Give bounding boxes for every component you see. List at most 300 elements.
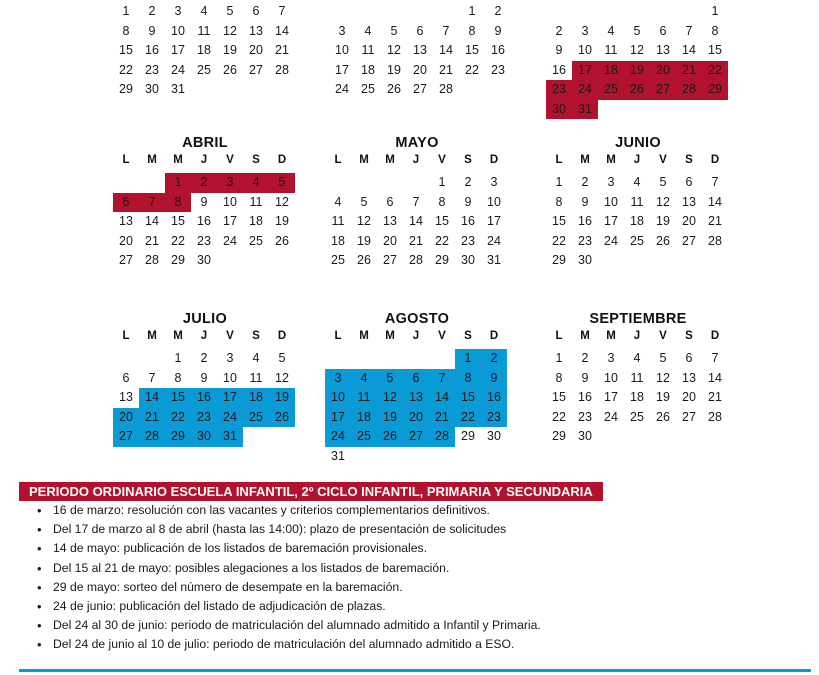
- day-cell: 20: [113, 408, 139, 428]
- day-cell: 18: [197, 43, 211, 57]
- day-cell: 20: [682, 214, 696, 228]
- day-cell: 2: [191, 173, 217, 193]
- day-cell: 4: [633, 351, 641, 365]
- day-cell: 1: [455, 349, 481, 369]
- day-cell: 1: [555, 351, 563, 365]
- day-cell: 19: [656, 214, 670, 228]
- day-cell: 8: [555, 194, 563, 209]
- day-cell: 11: [351, 388, 377, 408]
- day-cell: 9: [464, 194, 472, 209]
- day-cell: 18: [630, 214, 644, 228]
- day-cell: 13: [119, 214, 133, 228]
- day-cell: 2: [494, 4, 502, 18]
- day-cell: 7: [412, 194, 420, 209]
- day-cell: 15: [552, 390, 566, 404]
- day-cell: 10: [223, 194, 237, 209]
- day-cell: 28: [145, 253, 159, 267]
- weekday-header: D: [489, 330, 499, 342]
- day-cell: 18: [249, 214, 263, 228]
- day-cell: 15: [119, 43, 133, 57]
- day-cell: 27: [119, 253, 133, 267]
- day-cell: 3: [217, 173, 243, 193]
- day-cell: 21: [439, 62, 453, 77]
- weekday-header: S: [464, 154, 472, 166]
- day-cell: 30: [191, 427, 217, 447]
- day-cell: 20: [119, 233, 133, 248]
- day-cell: 26: [223, 62, 237, 77]
- day-cell: 30: [578, 253, 592, 267]
- day-cell: 6: [122, 370, 130, 385]
- day-cell: 1: [174, 351, 182, 365]
- weekday-header: M: [606, 154, 616, 166]
- day-cell: 16: [578, 214, 592, 228]
- day-cell: 17: [487, 214, 501, 228]
- day-cell: 9: [481, 369, 507, 389]
- day-cell: 27: [113, 427, 139, 447]
- day-cell: 2: [581, 175, 589, 189]
- weekday-header: L: [555, 154, 563, 166]
- day-cell: 19: [275, 214, 289, 228]
- day-cell: 22: [465, 62, 479, 77]
- day-cell: 14: [145, 214, 159, 228]
- day-cell: 12: [275, 370, 289, 385]
- day-cell: 5: [360, 194, 368, 209]
- day-cell: 19: [357, 233, 371, 248]
- day-cell: 13: [656, 43, 670, 57]
- day-cell: 14: [708, 370, 722, 385]
- day-cell: 10: [223, 370, 237, 385]
- day-cell: 17: [171, 43, 185, 57]
- day-cell: 3: [174, 4, 182, 18]
- list-item: • Del 15 al 21 de mayo: posibles alegaciones a los listados de baremación.: [37, 559, 541, 578]
- day-cell: 2: [555, 23, 563, 38]
- day-cell: 25: [243, 408, 269, 428]
- day-cell: 10: [487, 194, 501, 209]
- day-cell: 6: [252, 4, 260, 18]
- day-cell: 7: [429, 369, 455, 389]
- day-cell: 7: [711, 175, 719, 189]
- day-cell: 8: [165, 193, 191, 213]
- weekday-header: L: [122, 330, 130, 342]
- day-cell: 11: [604, 43, 618, 57]
- day-cell: 24: [572, 80, 598, 100]
- day-cell: 8: [555, 370, 563, 385]
- day-cell: 11: [630, 370, 644, 385]
- day-cell: 1: [165, 173, 191, 193]
- day-cell: 30: [487, 429, 501, 443]
- day-cell: 4: [252, 351, 260, 365]
- day-cell: 21: [708, 390, 722, 404]
- day-cell: 6: [685, 351, 693, 365]
- day-cell: 4: [633, 175, 641, 189]
- weekday-header: L: [334, 154, 342, 166]
- day-cell: 20: [650, 61, 676, 81]
- day-cell: 27: [383, 253, 397, 267]
- day-cell: 15: [465, 43, 479, 57]
- day-cell: 26: [656, 409, 670, 424]
- day-cell: 5: [390, 23, 398, 38]
- list-item: • 16 de marzo: resolución con las vacantes y criterios complementarios definitivos.: [37, 501, 541, 520]
- day-cell: 29: [461, 429, 475, 443]
- weekday-header: J: [412, 330, 420, 342]
- day-cell: 6: [416, 23, 424, 38]
- day-cell: 14: [682, 43, 696, 57]
- day-cell: 22: [552, 233, 566, 248]
- day-cell: 21: [145, 233, 159, 248]
- day-cell: 7: [278, 4, 286, 18]
- weekday-header: L: [555, 330, 563, 342]
- day-cell: 25: [361, 82, 375, 96]
- day-cell: 18: [630, 390, 644, 404]
- day-cell: 4: [364, 23, 372, 38]
- day-cell: 10: [604, 370, 618, 385]
- day-cell: 5: [659, 175, 667, 189]
- day-cell: 20: [383, 233, 397, 248]
- day-cell: 15: [552, 214, 566, 228]
- day-cell: 9: [148, 23, 156, 38]
- day-cell: 27: [403, 427, 429, 447]
- day-cell: 12: [275, 194, 289, 209]
- day-cell: 28: [139, 427, 165, 447]
- day-cell: 23: [145, 62, 159, 77]
- day-cell: 12: [630, 43, 644, 57]
- day-cell: 12: [656, 370, 670, 385]
- day-cell: 1: [122, 4, 130, 18]
- day-cell: 10: [604, 194, 618, 209]
- day-cell: 27: [682, 409, 696, 424]
- day-cell: 21: [676, 61, 702, 81]
- day-cell: 21: [275, 43, 289, 57]
- day-cell: 19: [656, 390, 670, 404]
- weekday-header: J: [200, 154, 208, 166]
- day-cell: 22: [165, 408, 191, 428]
- day-cell: 28: [429, 427, 455, 447]
- day-cell: 28: [708, 409, 722, 424]
- day-cell: 17: [604, 390, 618, 404]
- day-cell: 10: [335, 43, 349, 57]
- day-cell: 25: [598, 80, 624, 100]
- day-cell: 14: [409, 214, 423, 228]
- day-cell: 16: [461, 214, 475, 228]
- day-cell: 4: [334, 194, 342, 209]
- day-cell: 6: [685, 175, 693, 189]
- day-cell: 28: [275, 62, 289, 77]
- day-cell: 26: [387, 82, 401, 96]
- day-cell: 21: [708, 214, 722, 228]
- day-cell: 25: [249, 233, 263, 248]
- weekday-header: M: [173, 330, 183, 342]
- day-cell: 9: [200, 194, 208, 209]
- month-title: SEPTIEMBRE: [589, 311, 687, 327]
- weekday-header: V: [659, 330, 667, 342]
- day-cell: 28: [409, 253, 423, 267]
- weekday-header: V: [438, 330, 446, 342]
- weekday-header: M: [147, 330, 157, 342]
- day-cell: 30: [461, 253, 475, 267]
- list-item: • Del 17 de marzo al 8 de abril (hasta las 14:00): plazo de presentación de solicitudes: [37, 520, 541, 539]
- day-cell: 22: [552, 409, 566, 424]
- day-cell: 29: [165, 427, 191, 447]
- day-cell: 28: [439, 82, 453, 96]
- day-cell: 26: [377, 427, 403, 447]
- month-title: JUNIO: [615, 135, 661, 151]
- day-cell: 21: [409, 233, 423, 248]
- weekday-header: M: [606, 330, 616, 342]
- day-cell: 13: [682, 194, 696, 209]
- day-cell: 13: [403, 388, 429, 408]
- weekday-header: S: [252, 330, 260, 342]
- day-cell: 15: [455, 388, 481, 408]
- day-cell: 31: [171, 82, 185, 96]
- day-cell: 14: [139, 388, 165, 408]
- day-cell: 29: [171, 253, 185, 267]
- day-cell: 3: [338, 23, 346, 38]
- day-cell: 10: [578, 43, 592, 57]
- day-cell: 30: [197, 253, 211, 267]
- day-cell: 24: [217, 408, 243, 428]
- weekday-header: M: [147, 154, 157, 166]
- day-cell: 3: [607, 175, 615, 189]
- day-cell: 8: [122, 23, 130, 38]
- weekday-header: M: [173, 154, 183, 166]
- day-cell: 17: [325, 408, 351, 428]
- day-cell: 9: [494, 23, 502, 38]
- day-cell: 8: [455, 369, 481, 389]
- month-title: JULIO: [182, 311, 228, 327]
- day-cell: 31: [331, 448, 345, 463]
- day-cell: 29: [552, 429, 566, 443]
- weekday-header: V: [659, 154, 667, 166]
- list-item: • 29 de mayo: sorteo del número de desempate en la baremación.: [37, 578, 541, 597]
- day-cell: 29: [435, 253, 449, 267]
- day-cell: 14: [275, 23, 289, 38]
- day-cell: 8: [174, 370, 182, 385]
- day-cell: 13: [119, 390, 133, 404]
- day-cell: 26: [624, 80, 650, 100]
- weekday-header: M: [580, 154, 590, 166]
- day-cell: 13: [682, 370, 696, 385]
- weekday-header: M: [580, 330, 590, 342]
- day-cell: 5: [269, 173, 295, 193]
- day-cell: 30: [145, 82, 159, 96]
- day-cell: 20: [249, 43, 263, 57]
- weekday-header: M: [359, 330, 369, 342]
- weekday-header: J: [200, 330, 208, 342]
- day-cell: 12: [357, 214, 371, 228]
- day-cell: 18: [351, 408, 377, 428]
- day-cell: 1: [468, 4, 476, 18]
- day-cell: 12: [656, 194, 670, 209]
- day-cell: 25: [331, 253, 345, 267]
- weekday-header: D: [277, 154, 287, 166]
- day-cell: 27: [413, 82, 427, 96]
- day-cell: 3: [490, 175, 498, 189]
- day-cell: 13: [413, 43, 427, 57]
- day-cell: 13: [249, 23, 263, 38]
- day-cell: 1: [711, 4, 719, 18]
- day-cell: 10: [171, 23, 185, 38]
- day-cell: 2: [464, 175, 472, 189]
- weekday-header: M: [359, 154, 369, 166]
- day-cell: 24: [223, 233, 237, 248]
- day-cell: 5: [659, 351, 667, 365]
- weekday-header: D: [710, 330, 720, 342]
- weekday-header: L: [122, 154, 130, 166]
- day-cell: 20: [403, 408, 429, 428]
- schedule-list: [37, 501, 541, 655]
- weekday-header: S: [685, 154, 693, 166]
- day-cell: 17: [335, 62, 349, 77]
- day-cell: 17: [604, 214, 618, 228]
- day-cell: 11: [331, 214, 345, 228]
- day-cell: 2: [481, 349, 507, 369]
- month-title: ABRIL: [182, 135, 228, 151]
- list-item: • 14 de mayo: publicación de los listados de baremación provisionales.: [37, 539, 541, 558]
- day-cell: 22: [702, 61, 728, 81]
- day-cell: 16: [552, 62, 566, 77]
- day-cell: 7: [711, 351, 719, 365]
- day-cell: 24: [171, 62, 185, 77]
- weekday-header: L: [334, 330, 342, 342]
- day-cell: 3: [581, 23, 589, 38]
- day-cell: 15: [708, 43, 722, 57]
- day-cell: 22: [171, 233, 185, 248]
- day-cell: 18: [598, 61, 624, 81]
- day-cell: 23: [578, 233, 592, 248]
- day-cell: 16: [481, 388, 507, 408]
- weekday-header: J: [633, 154, 641, 166]
- day-cell: 5: [278, 351, 286, 365]
- day-cell: 17: [217, 388, 243, 408]
- day-cell: 3: [226, 351, 234, 365]
- day-cell: 27: [249, 62, 263, 77]
- day-cell: 28: [708, 233, 722, 248]
- day-cell: 26: [357, 253, 371, 267]
- day-cell: 19: [223, 43, 237, 57]
- day-cell: 3: [325, 369, 351, 389]
- weekday-header: S: [685, 330, 693, 342]
- day-cell: 20: [682, 390, 696, 404]
- day-cell: 24: [604, 409, 618, 424]
- day-cell: 19: [387, 62, 401, 77]
- day-cell: 5: [377, 369, 403, 389]
- day-cell: 24: [604, 233, 618, 248]
- day-cell: 11: [197, 23, 211, 38]
- weekday-header: S: [252, 154, 260, 166]
- day-cell: 29: [702, 80, 728, 100]
- day-cell: 22: [119, 62, 133, 77]
- day-cell: 2: [148, 4, 156, 18]
- day-cell: 7: [685, 23, 693, 38]
- day-cell: 8: [438, 194, 446, 209]
- day-cell: 21: [139, 408, 165, 428]
- day-cell: 11: [249, 194, 263, 209]
- weekday-header: M: [385, 330, 395, 342]
- day-cell: 16: [197, 214, 211, 228]
- day-cell: 16: [145, 43, 159, 57]
- list-item: • 24 de junio: publicación del listado de adjudicación de plazas.: [37, 597, 541, 616]
- day-cell: 15: [435, 214, 449, 228]
- day-cell: 23: [491, 62, 505, 77]
- day-cell: 23: [191, 408, 217, 428]
- day-cell: 12: [387, 43, 401, 57]
- day-cell: 20: [413, 62, 427, 77]
- day-cell: 31: [217, 427, 243, 447]
- day-cell: 8: [711, 23, 719, 38]
- list-item: • Del 24 al 30 de junio: periodo de matriculación del alumnado admitido a Infantil y Primaria.: [37, 616, 541, 635]
- day-cell: 9: [581, 194, 589, 209]
- day-cell: 22: [435, 233, 449, 248]
- day-cell: 19: [377, 408, 403, 428]
- day-cell: 15: [165, 388, 191, 408]
- day-cell: 13: [383, 214, 397, 228]
- day-cell: 25: [197, 62, 211, 77]
- day-cell: 18: [361, 62, 375, 77]
- day-cell: 6: [386, 194, 394, 209]
- day-cell: 3: [607, 351, 615, 365]
- day-cell: 10: [325, 388, 351, 408]
- day-cell: 1: [438, 175, 446, 189]
- day-cell: 7: [442, 23, 450, 38]
- day-cell: 6: [113, 193, 139, 213]
- day-cell: 12: [377, 388, 403, 408]
- weekday-header: D: [277, 330, 287, 342]
- day-cell: 14: [708, 194, 722, 209]
- day-cell: 25: [630, 233, 644, 248]
- day-cell: 2: [581, 351, 589, 365]
- day-cell: 26: [656, 233, 670, 248]
- weekday-header: D: [489, 154, 499, 166]
- day-cell: 16: [191, 388, 217, 408]
- day-cell: 4: [200, 4, 208, 18]
- day-cell: 24: [325, 427, 351, 447]
- weekday-header: J: [633, 330, 641, 342]
- day-cell: 6: [659, 23, 667, 38]
- day-cell: 29: [119, 82, 133, 96]
- day-cell: 14: [439, 43, 453, 57]
- day-cell: 24: [335, 82, 349, 96]
- day-cell: 18: [331, 233, 345, 248]
- weekday-header: D: [710, 154, 720, 166]
- day-cell: 19: [624, 61, 650, 81]
- day-cell: 1: [555, 175, 563, 189]
- period-banner: PERIODO ORDINARIO ESCUELA INFANTIL, 2º CICLO INFANTIL, PRIMARIA Y SECUNDARIA: [19, 482, 603, 501]
- day-cell: 31: [487, 253, 501, 267]
- day-cell: 9: [581, 370, 589, 385]
- weekday-header: M: [385, 154, 395, 166]
- day-cell: 9: [555, 43, 563, 57]
- day-cell: 30: [546, 100, 572, 120]
- day-cell: 23: [197, 233, 211, 248]
- day-cell: 30: [578, 429, 592, 443]
- weekday-header: S: [464, 330, 472, 342]
- day-cell: 11: [249, 370, 263, 385]
- day-cell: 7: [139, 193, 165, 213]
- weekday-header: V: [438, 154, 446, 166]
- list-item: • Del 24 de junio al 10 de julio: periodo de matriculación del alumnado admitido a ESO.: [37, 635, 541, 654]
- day-cell: 16: [491, 43, 505, 57]
- day-cell: 23: [461, 233, 475, 248]
- day-cell: 26: [269, 408, 295, 428]
- day-cell: 17: [223, 214, 237, 228]
- day-cell: 11: [361, 43, 375, 57]
- day-cell: 23: [546, 80, 572, 100]
- day-cell: 8: [468, 23, 476, 38]
- day-cell: 29: [552, 253, 566, 267]
- footer-divider: [19, 669, 811, 672]
- day-cell: 5: [226, 4, 234, 18]
- day-cell: 6: [403, 369, 429, 389]
